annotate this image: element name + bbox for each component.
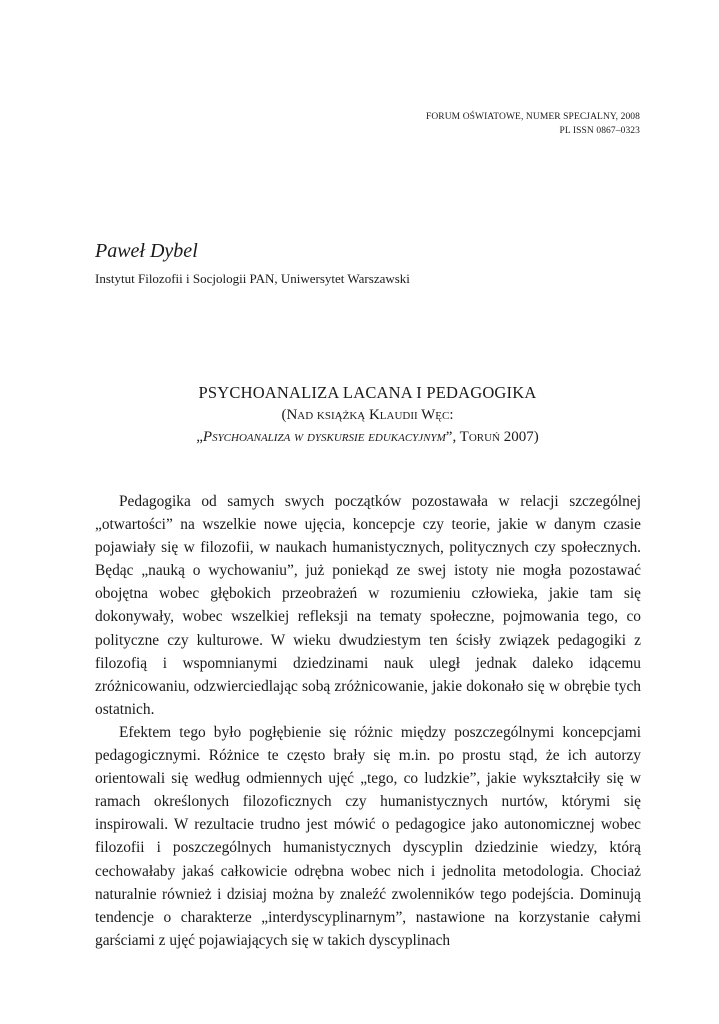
author-affiliation: Instytut Filozofii i Socjologii PAN, Uniwersytet Warszawski (95, 271, 410, 286)
subtitle-open-quote: „ (196, 429, 203, 445)
paragraph: Pedagogika od samych swych początków pozostawała w relacji szczególnej „otwartości” na wszelkie nowe ujęcia, koncepcje czy teorie, jakie w danym czasie pojawiały się w filozofii, w naukach humanistycznych, politycznych czy społecznych. Będąc „nauką o wychowaniu”, już poniekąd ze swej istoty nie mogła pozostawać obojętna wobec głębokich przeobrażeń w rozumieniu człowieka, jakie tam się dokonywały, wobec wszelkiej refleksji na tematy społeczne, pojmowania tego, co polityczne czy kulturowe. W wieku dwudziestym ten ścisły związek pedagogiki z filozofią i wspomnianymi dziedzinami nauk uległ jednak daleko idącemu zróżnicowaniu, odzwierciedlając sobą zróżnicowanie, jakie dokonało się w obrębie tych ostatnich. (95, 493, 641, 718)
title-subtitle-line1: (Nad książką Klaudii Węc: (281, 407, 454, 423)
paragraph: Efektem tego było pogłębienie się różnic między poszczególnymi koncepcjami pedagogicznymi. Różnice te często brały się m.in. po prostu stąd, że ich autorzy orientowali się według odmiennych ujęć „tego, co ludzkie”, jakie wykształciły się w ramach określonych filozoficznych czy humanistycznych nurtów, którymi się inspirowali. W rezultacie trudno jest mówić o pedagogice jako autonomicznej wobec filozofii i poszczególnych humanistycznych dyscyplin dziedzinie wiedzy, którą cechowałaby jakaś całkowicie odrębna wobec nich i jednolita metodologia. Chociaż naturalnie również i dzisiaj można by znaleźć zwolenników tego podejścia. Dominują tendencje o charakterze „interdyscyplinarnym”, nastawione na korzystanie całymi garściami z ujęć pojawiających się w takich dyscyplinach (95, 723, 641, 949)
journal-header (426, 110, 640, 138)
article-title (95, 382, 640, 448)
body-text (95, 490, 641, 952)
title-subtitle-line2 (95, 426, 640, 448)
issn-line: PL ISSN 0867–0323 (559, 126, 640, 136)
journal-line: FORUM OŚWIATOWE, NUMER SPECJALNY, 2008 (425, 112, 640, 122)
author-name: Paweł Dybel (95, 240, 198, 262)
subtitle-tail: ”, Toruń 2007) (445, 429, 539, 445)
title-main: PSYCHOANALIZA LACANA I PEDAGOGIKA (198, 383, 537, 402)
subtitle-book-title: Psychoanaliza w dyskursie edukacyjnym (202, 429, 446, 445)
